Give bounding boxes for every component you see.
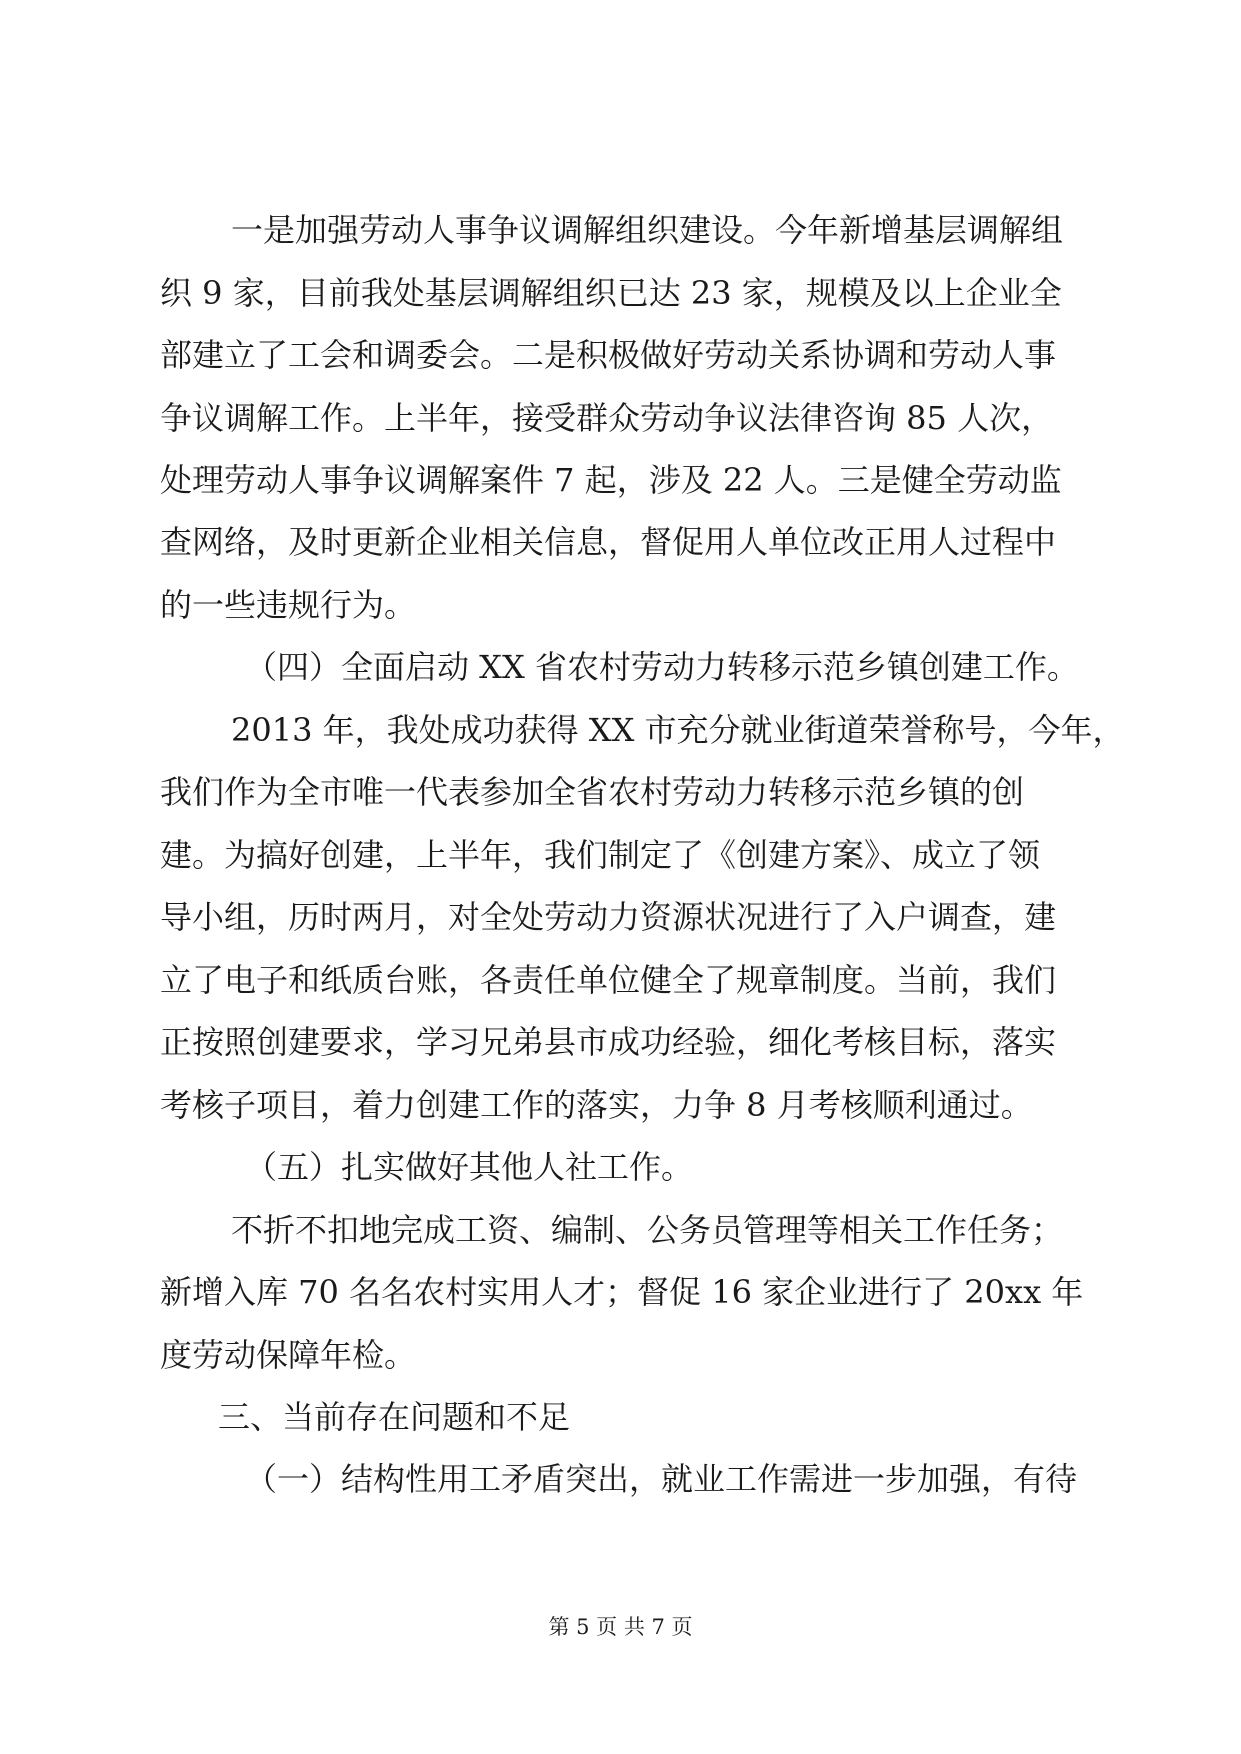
paragraph-line: 2013 年，我处成功获得 XX 市充分就业街道荣誉称号，今年，: [231, 711, 1125, 749]
section-heading: （四）全面启动 XX 省农村劳动力转移示范乡镇创建工作。: [245, 648, 1079, 686]
paragraph-line: 处理劳动人事争议调解案件 7 起，涉及 22 人。三是健全劳动监: [160, 461, 1062, 499]
page-number-footer: 第 5 页 共 7 页: [548, 1615, 693, 1639]
paragraph-line: 正按照创建要求，学习兄弟县市成功经验，细化考核目标，落实: [160, 1023, 1057, 1061]
paragraph-line: 度劳动保障年检。: [160, 1336, 417, 1374]
paragraph-line: 导小组，历时两月，对全处劳动力资源状况进行了入户调查，建: [160, 898, 1057, 936]
paragraph-line: 的一些违规行为。: [160, 586, 417, 624]
paragraph-line: 一是加强劳动人事争议调解组织建设。今年新增基层调解组: [231, 211, 1064, 249]
paragraph-line: 查网络，及时更新企业相关信息，督促用人单位改正用人过程中: [160, 523, 1057, 561]
section-heading: 三、当前存在问题和不足: [218, 1398, 571, 1436]
paragraph-line: 争议调解工作。上半年，接受群众劳动争议法律咨询 85 人次，: [160, 399, 1054, 437]
paragraph-line: 立了电子和纸质台账，各责任单位健全了规章制度。当前，我们: [160, 961, 1057, 999]
paragraph-line: 织 9 家，目前我处基层调解组织已达 23 家，规模及以上企业全: [160, 274, 1062, 312]
paragraph-line: 我们作为全市唯一代表参加全省农村劳动力转移示范乡镇的创: [160, 773, 1025, 811]
paragraph-line: 考核子项目，着力创建工作的落实，力争 8 月考核顺利通过。: [160, 1086, 1033, 1124]
section-heading: （一）结构性用工矛盾突出，就业工作需进一步加强，有待: [245, 1460, 1078, 1498]
paragraph-line: 部建立了工会和调委会。二是积极做好劳动关系协调和劳动人事: [160, 336, 1057, 374]
paragraph-line: 建。为搞好创建，上半年，我们制定了《创建方案》、成立了领: [160, 836, 1041, 874]
paragraph-line: 不折不扣地完成工资、编制、公务员管理等相关工作任务；: [231, 1211, 1064, 1249]
paragraph-line: 新增入库 70 名名农村实用人才；督促 16 家企业进行了 20xx 年: [160, 1273, 1084, 1311]
section-heading: （五）扎实做好其他人社工作。: [245, 1148, 694, 1186]
